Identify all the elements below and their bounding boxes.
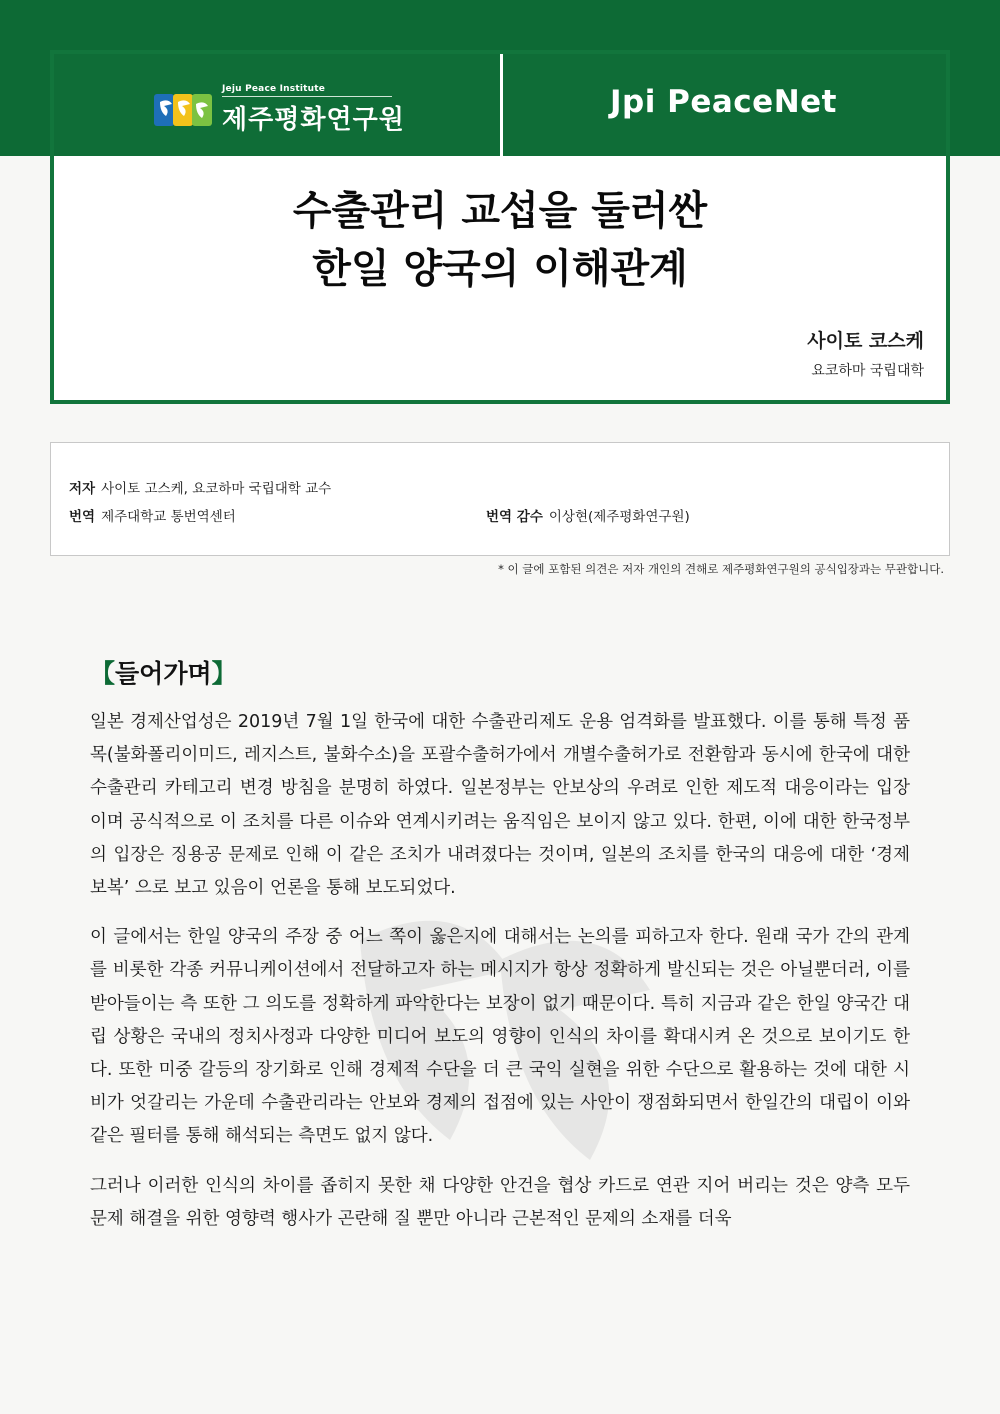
title-line-1: 수출관리 교섭을 둘러싼	[292, 188, 708, 234]
author-name: 사이토 코스케	[807, 330, 924, 352]
section-heading	[90, 654, 237, 690]
body-text	[90, 706, 910, 1252]
logo-english-name: Jeju Peace Institute	[222, 84, 392, 97]
document-title	[54, 182, 946, 298]
peacenet-logo: Jpi PeaceNet	[610, 84, 837, 120]
title-line-2: 한일 양국의 이해관계	[312, 246, 688, 292]
institute-emblem-icon	[154, 90, 212, 130]
header-banner	[54, 54, 946, 156]
header-frame	[50, 50, 950, 404]
credit-author-label: 저자	[69, 481, 96, 497]
credit-author-row	[69, 477, 331, 497]
paragraph-2: 이 글에서는 한일 양국의 주장 중 어느 쪽이 옳은지에 대해서는 논의를 피하고자 한다. 원래 국가 간의 관계를 비롯한 각종 커뮤니케이션에서 전달하고자 하는 메시지가 항상 정확하게 발신되는 것은 아닐뿐더러, 이를 받아들이는 측 또한 그 의도를 정확하게 파악한다는 보장이 없기 때문이다. 특히 지금과 같은 한일 양국간 대립 상황은 국내의 정치사정과 다양한 미디어 보도의 영향이 인식의 차이를 확대시켜 온 것으로 보이기도 한다. 또한 미중 갈등의 장기화로 인해 경제적 수단을 더 큰 국익 실현을 위한 수단으로 활용하는 것에 대한 시비가 엇갈리는 가운데 수출관리라는 안보와 경제의 접점에 있는 사안이 쟁점화되면서 한일간의 대립이 이와 같은 필터를 통해 해석되는 측면도 없지 않다.	[90, 927, 910, 1147]
author-affiliation: 요코하마 국립대학	[811, 363, 924, 379]
credit-author-value: 사이토 고스케, 요코하마 국립대학 교수	[101, 481, 332, 497]
credit-translation-label: 번역	[69, 509, 96, 525]
credit-review-value: 이상현(제주평화연구원)	[548, 509, 690, 525]
credit-review-label: 번역 감수	[486, 509, 543, 525]
logo-korean-name: 제주평화연구원	[222, 105, 405, 135]
credit-translation-value: 제주대학교 통번역센터	[101, 509, 236, 525]
paragraph-3: 그러나 이러한 인식의 차이를 좁히지 못한 채 다양한 안건을 협상 카드로 연관 지어 버리는 것은 양측 모두 문제 해결을 위한 영향력 행사가 곤란해 질 뿐만 아니라 근본적인 문제의 소재를 더욱	[90, 1175, 910, 1229]
credit-translation-row	[69, 505, 236, 525]
heading-text: 들어가며	[115, 659, 212, 688]
credits-box	[50, 442, 950, 556]
paragraph-1: 일본 경제산업성은 2019년 7월 1일 한국에 대한 수출관리제도 운용 엄격화를 발표했다. 이를 통해 특정 품목(불화폴리이미드, 레지스트, 불화수소)을 포괄수출허가에서 개별수출허가로 전환함과 동시에 한국에 대한 수출관리 카테고리 변경 방침을 분명히 하였다. 일본정부는 안보상의 우려로 인한 제도적 대응이라는 입장 이며 공식적으로 이 조치를 다른 이슈와 연계시키려는 움직임은 보이지 않고 있다. 한편, 이에 대한 한국정부의 입장은 징용공 문제로 인해 이 같은 조치가 내려졌다는 것이며, 일본의 조치를 한국의 대응에 대한 ‘경제 보복’ 으로 보고 있음이 언론을 통해 보도되었다.	[90, 712, 910, 899]
credit-review-row	[486, 505, 690, 525]
banner-divider	[500, 54, 503, 156]
disclaimer-note: * 이 글에 포함된 의견은 저자 개인의 견해로 제주평화연구원의 공식입장과는 무관합니다.	[498, 562, 944, 576]
heading-bracket-open: 【	[90, 659, 116, 688]
heading-bracket-close: 】	[211, 659, 237, 688]
jeju-peace-institute-logo	[154, 84, 405, 136]
